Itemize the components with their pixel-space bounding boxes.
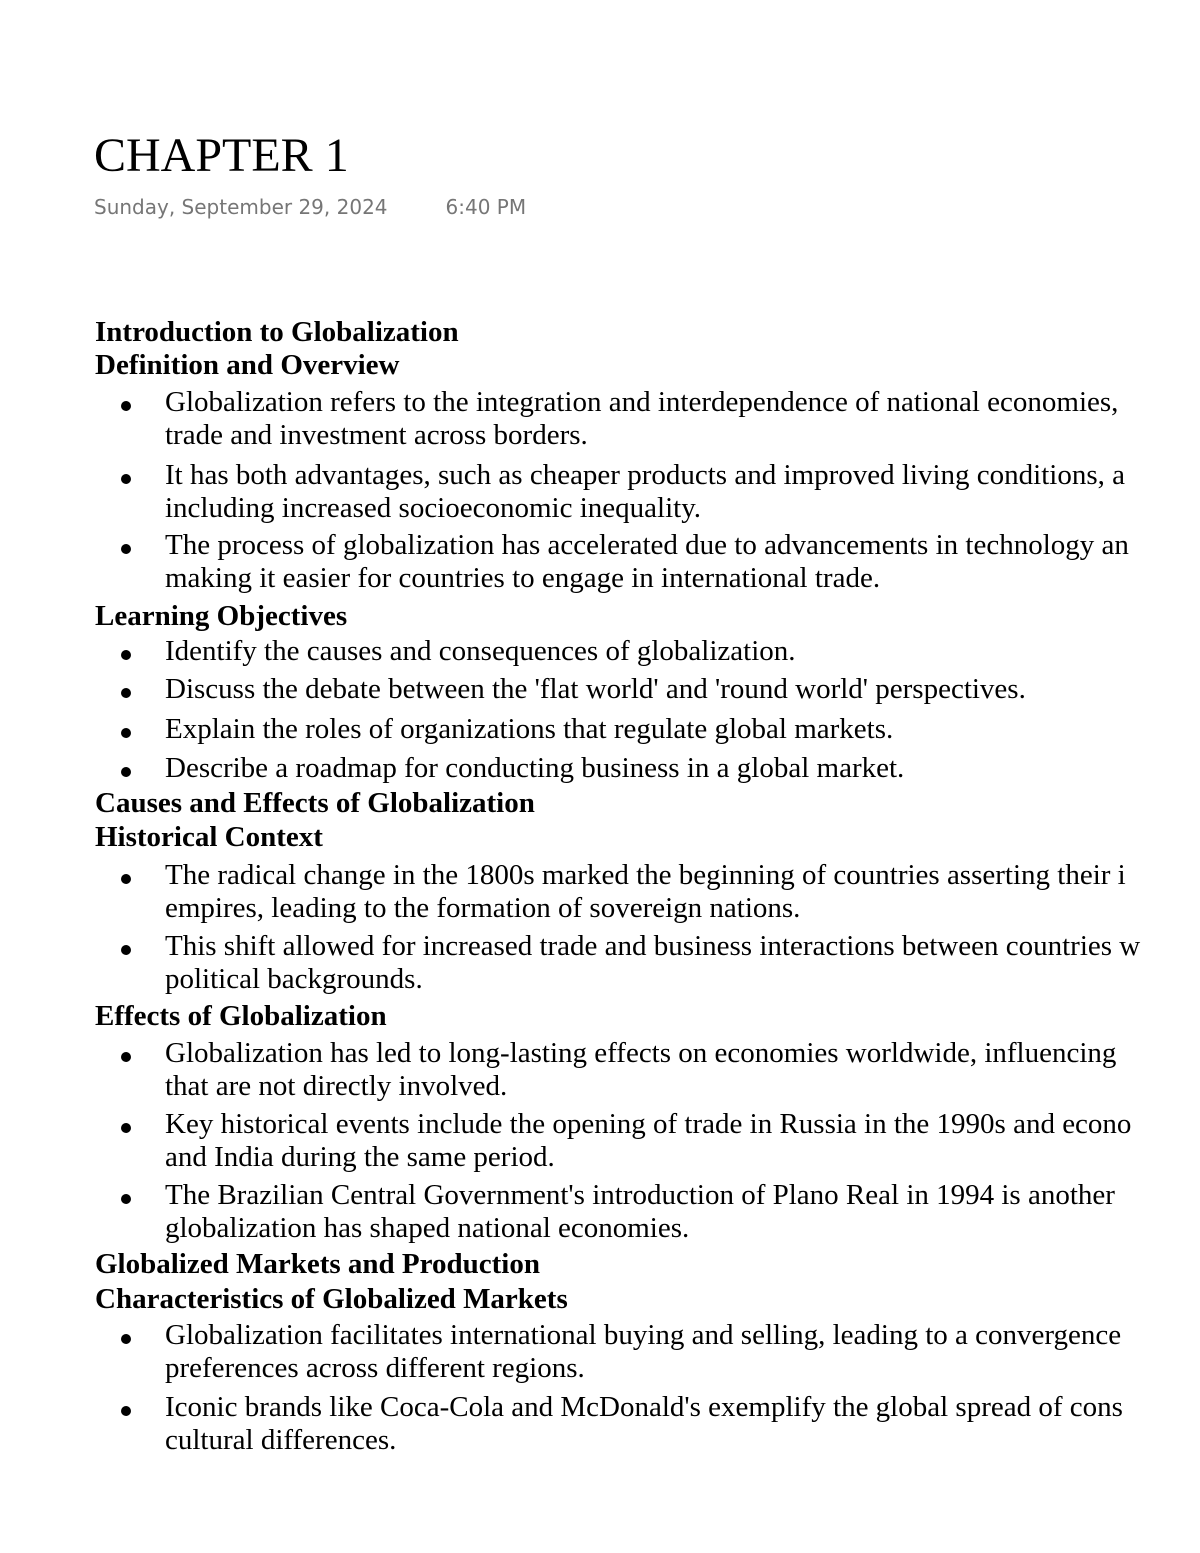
bullet-icon <box>121 544 131 554</box>
section-heading: Introduction to Globalization <box>95 316 459 348</box>
bullet-icon <box>121 945 131 955</box>
list-item-line: making it easier for countries to engage in international trade. <box>165 562 881 594</box>
list-item-line: The Brazilian Central Government's introduction of Plano Real in 1994 is another <box>165 1179 1115 1211</box>
list-item-line: This shift allowed for increased trade and business interactions between countries w <box>165 930 1141 962</box>
bullet-icon <box>121 688 131 698</box>
list-item-line: Describe a roadmap for conducting business in a global market. <box>165 752 905 784</box>
list-item-line: Iconic brands like Coca-Cola and McDonald's exemplify the global spread of cons <box>165 1391 1123 1423</box>
list-item-line: cultural differences. <box>165 1424 397 1456</box>
list-item-line: Discuss the debate between the 'flat world' and 'round world' perspectives. <box>165 673 1026 705</box>
subsection-heading: Learning Objectives <box>95 600 348 632</box>
list-item-line: Key historical events include the opening of trade in Russia in the 1990s and econo <box>165 1108 1132 1140</box>
bullet-icon <box>121 728 131 738</box>
bullet-icon <box>121 1052 131 1062</box>
list-item-line: and India during the same period. <box>165 1141 555 1173</box>
bullet-icon <box>121 874 131 884</box>
list-item-line: The radical change in the 1800s marked the beginning of countries asserting their i <box>165 859 1126 891</box>
section-heading: Causes and Effects of Globalization <box>95 787 535 819</box>
list-item-line: Globalization has led to long-lasting effects on economies worldwide, influencing <box>165 1037 1117 1069</box>
list-item-line: Globalization refers to the integration and interdependence of national economies, <box>165 386 1119 418</box>
bullet-icon <box>121 767 131 777</box>
subsection-heading: Characteristics of Globalized Markets <box>95 1283 568 1315</box>
bullet-icon <box>121 1334 131 1344</box>
bullet-icon <box>121 650 131 660</box>
bullet-icon <box>121 401 131 411</box>
list-item-line: It has both advantages, such as cheaper products and improved living conditions, a <box>165 459 1125 491</box>
list-item-line: preferences across different regions. <box>165 1352 585 1384</box>
bullet-icon <box>121 1123 131 1133</box>
section-heading: Globalized Markets and Production <box>95 1248 540 1280</box>
list-item-line: empires, leading to the formation of sovereign nations. <box>165 892 801 924</box>
list-item-line: including increased socioeconomic inequality. <box>165 492 702 524</box>
page-time: 6:40 PM <box>445 195 527 219</box>
list-item-line: globalization has shaped national economies. <box>165 1212 690 1244</box>
list-item-line: that are not directly involved. <box>165 1070 508 1102</box>
page-title: CHAPTER 1 <box>94 129 349 182</box>
bullet-icon <box>121 1406 131 1416</box>
list-item-line: Explain the roles of organizations that regulate global markets. <box>165 713 894 745</box>
subsection-heading: Definition and Overview <box>95 349 400 381</box>
page-date: Sunday, September 29, 2024 <box>94 195 388 219</box>
list-item-line: Globalization facilitates international buying and selling, leading to a convergence <box>165 1319 1122 1351</box>
bullet-icon <box>121 1194 131 1204</box>
list-item-line: Identify the causes and consequences of globalization. <box>165 635 796 667</box>
list-item-line: trade and investment across borders. <box>165 419 588 451</box>
subsection-heading: Historical Context <box>95 821 323 853</box>
list-item-line: The process of globalization has accelerated due to advancements in technology an <box>165 529 1129 561</box>
bullet-icon <box>121 474 131 484</box>
list-item-line: political backgrounds. <box>165 963 423 995</box>
subsection-heading: Effects of Globalization <box>95 1000 387 1032</box>
